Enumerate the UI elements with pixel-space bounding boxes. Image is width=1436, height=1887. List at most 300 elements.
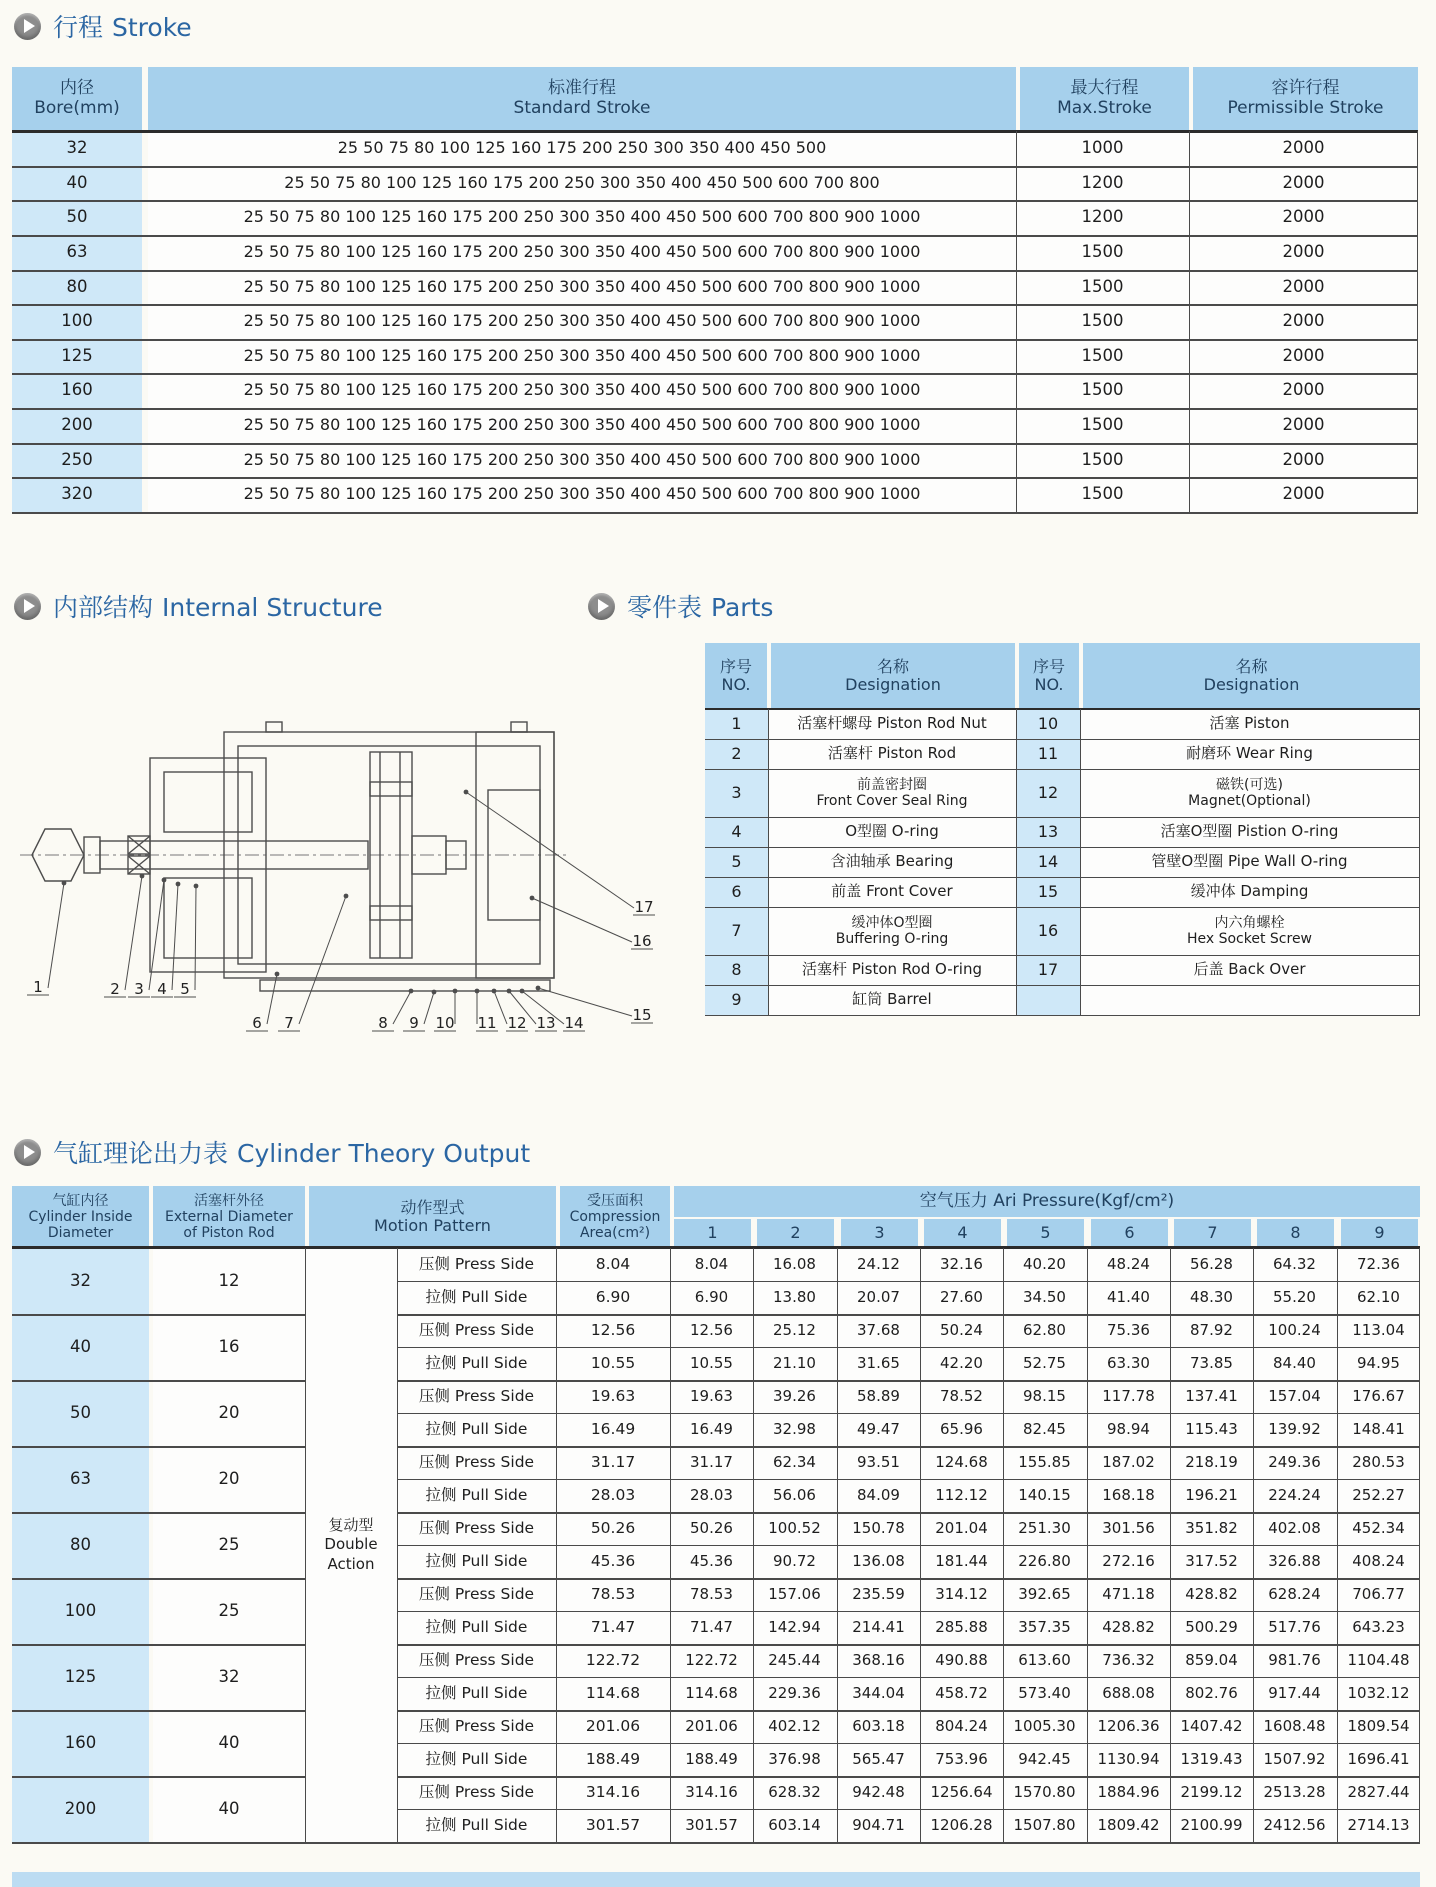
output-value-cell-line: 150.78 [852, 1518, 905, 1537]
part-no-cell [1016, 877, 1080, 907]
diagram-callouts [27, 790, 655, 1032]
part-no-cell [1016, 955, 1080, 985]
max-stroke-cell-line: 1200 [1081, 172, 1124, 192]
part-name-cell [768, 907, 1016, 955]
header-motion-pattern-line: 动作型式 [400, 1197, 465, 1217]
output-value-cell-line: 1130.94 [1097, 1749, 1160, 1768]
header-pressure-col-line: 2 [790, 1223, 801, 1243]
callout-number: 13 [536, 1014, 556, 1032]
output-value-cell [670, 1743, 753, 1776]
output-value-cell [1003, 1479, 1086, 1512]
part-no-cell [705, 847, 768, 877]
max-stroke-cell-line: 1500 [1081, 380, 1124, 400]
bore-cell-line: 50 [70, 1402, 91, 1422]
compression-area-cell [556, 1380, 670, 1413]
output-value-cell-line: 94.95 [1357, 1353, 1400, 1372]
rod-diameter-cell [153, 1314, 305, 1380]
bore-cell [12, 1512, 149, 1578]
output-value-cell-line: 113.04 [1352, 1320, 1405, 1339]
press-side-label-cell-line: 压侧 Press Side [418, 1386, 535, 1405]
pull-side-label-cell-line: 拉侧 Pull Side [425, 1683, 528, 1702]
row-divider [12, 477, 1418, 479]
output-value-cell [1170, 1347, 1253, 1380]
header-designation [1083, 643, 1420, 709]
output-value-cell [837, 1446, 920, 1479]
rod-diameter-cell-line: 25 [218, 1534, 240, 1554]
row-divider [705, 739, 1420, 740]
part-name-cell-line: 前盖密封圈 [857, 776, 927, 793]
bore-cell [12, 443, 142, 477]
max-stroke-cell [1016, 166, 1189, 200]
permissible-stroke-cell [1189, 443, 1418, 477]
max-stroke-cell-line: 1500 [1081, 311, 1124, 331]
header-pressure-col-line: 3 [874, 1223, 885, 1243]
callout-leader-line [466, 792, 634, 908]
output-value-cell-line: 56.28 [1190, 1254, 1233, 1273]
press-pull-divider [397, 1677, 1420, 1678]
internal-structure-diagram [14, 640, 674, 1050]
header-cylinder-inside-diameter-line: 气缸内径 [52, 1192, 109, 1209]
output-value-cell-line: 1570.80 [1013, 1782, 1076, 1801]
max-stroke-cell-line: 1000 [1081, 138, 1124, 158]
compression-area-cell [556, 1578, 670, 1611]
output-value-cell [1337, 1578, 1420, 1611]
permissible-stroke-cell [1189, 477, 1418, 512]
output-value-cell-line: 252.27 [1352, 1485, 1405, 1504]
output-value-cell [1253, 1710, 1336, 1743]
header-no-line: 序号 [719, 656, 752, 676]
output-value-cell-line: 428.82 [1102, 1617, 1155, 1636]
output-value-cell-line: 34.50 [1023, 1287, 1066, 1306]
compression-area-cell [556, 1809, 670, 1842]
output-value-cell-line: 176.67 [1352, 1386, 1405, 1405]
compression-area-cell-line: 45.36 [590, 1551, 636, 1570]
press-pull-divider [397, 1611, 1420, 1612]
output-value-cell [753, 1611, 836, 1644]
output-value-cell [1253, 1446, 1336, 1479]
callout-target-dot [453, 989, 458, 994]
output-value-cell [920, 1380, 1003, 1413]
output-value-cell-line: 181.44 [935, 1551, 988, 1570]
part-no-cell [1016, 907, 1080, 955]
output-value-cell [920, 1479, 1003, 1512]
motion-double-action-cell-line: 复动型 [328, 1515, 374, 1534]
callout-number: 6 [252, 1014, 262, 1032]
bore-cell-line: 100 [61, 311, 93, 331]
part-name-cell-line: Hex Socket Screw [1186, 931, 1313, 947]
compression-area-cell-line: 314.16 [585, 1782, 641, 1801]
bore-cell-line: 32 [70, 1270, 91, 1290]
row-divider [12, 270, 1418, 272]
output-value-cell [837, 1743, 920, 1776]
column-divider [1170, 1248, 1171, 1842]
header-pressure-col [674, 1219, 751, 1248]
column-divider [753, 1248, 754, 1842]
header-bore-line: Bore(mm) [34, 98, 120, 118]
output-value-cell [920, 1281, 1003, 1314]
column-divider [305, 1248, 306, 1842]
output-value-cell-line: 87.92 [1190, 1320, 1233, 1339]
output-value-cell [920, 1512, 1003, 1545]
output-value-cell-line: 859.04 [1185, 1650, 1238, 1669]
motion-double-action-cell [306, 1248, 396, 1842]
row-divider [12, 443, 1418, 445]
output-value-cell [1170, 1479, 1253, 1512]
part-no-cell-line: 13 [1037, 821, 1059, 841]
standard-stroke-cell-line: 25 50 75 80 100 125 160 175 200 250 300 350 400 450 500 600 700 800 [284, 172, 880, 192]
output-value-cell [837, 1413, 920, 1446]
standard-stroke-cell [148, 304, 1016, 339]
part-no-cell-line: 11 [1037, 743, 1059, 763]
output-value-cell-line: 50.26 [690, 1518, 733, 1537]
play-icon [14, 1139, 41, 1166]
stroke-title-zh: 行程 [53, 13, 104, 42]
output-value-cell [1003, 1512, 1086, 1545]
output-value-cell [920, 1413, 1003, 1446]
output-value-cell-line: 157.04 [1268, 1386, 1321, 1405]
output-value-cell-line: 326.88 [1268, 1551, 1321, 1570]
output-value-cell-line: 285.88 [935, 1617, 988, 1636]
output-value-cell-line: 802.76 [1185, 1683, 1238, 1702]
compression-area-cell [556, 1314, 670, 1347]
header-air-pressure-line: 空气压力 Ari Pressure(Kgf/cm²) [919, 1190, 1175, 1211]
output-value-cell [670, 1281, 753, 1314]
header-standard-stroke [148, 67, 1016, 131]
standard-stroke-cell [148, 477, 1016, 512]
header-pressure-col-line: 5 [1040, 1223, 1051, 1243]
output-value-cell-line: 41.40 [1107, 1287, 1150, 1306]
output-value-cell-line: 603.18 [852, 1716, 905, 1735]
bore-cell-line: 50 [66, 207, 88, 227]
part-no-cell-line: 5 [731, 851, 742, 871]
output-value-cell-line: 56.06 [773, 1485, 816, 1504]
compression-area-cell [556, 1446, 670, 1479]
output-value-cell-line: 65.96 [940, 1419, 983, 1438]
output-value-cell [1003, 1413, 1086, 1446]
callout-number: 16 [632, 932, 652, 950]
compression-area-cell [556, 1776, 670, 1809]
output-value-cell [670, 1644, 753, 1677]
bore-cell [12, 1314, 149, 1380]
output-value-cell [670, 1776, 753, 1809]
output-value-cell-line: 2100.99 [1180, 1815, 1243, 1834]
output-value-cell [1337, 1512, 1420, 1545]
permissible-stroke-cell [1189, 270, 1418, 304]
rod-diameter-cell [153, 1512, 305, 1578]
part-no-cell [1016, 817, 1080, 847]
output-title-en: Cylinder Theory Output [237, 1139, 531, 1168]
output-value-cell [1003, 1776, 1086, 1809]
output-value-cell [670, 1545, 753, 1578]
column-divider [1003, 1248, 1004, 1842]
output-value-cell-line: 981.76 [1268, 1650, 1321, 1669]
press-side-label-cell [397, 1446, 556, 1479]
column-divider [837, 1248, 838, 1842]
part-name-cell-line: Buffering O-ring [835, 931, 949, 947]
output-value-cell-line: 706.77 [1352, 1584, 1405, 1603]
output-value-cell [1337, 1677, 1420, 1710]
output-value-cell [920, 1611, 1003, 1644]
part-name-cell-line: 前盖 Front Cover [831, 882, 953, 901]
part-name-cell [1080, 709, 1419, 739]
part-no-cell-line: 17 [1037, 959, 1059, 979]
callout-target-dot [475, 989, 480, 994]
header-cylinder-inside-diameter-line: Cylinder Inside [28, 1208, 133, 1225]
output-value-cell-line: 37.68 [857, 1320, 900, 1339]
callout-target-dot [530, 896, 535, 901]
header-designation-line: Designation [1203, 675, 1300, 694]
output-value-cell-line: 139.92 [1268, 1419, 1321, 1438]
output-value-cell [753, 1248, 836, 1281]
callout-leader-line [149, 880, 164, 990]
callout-leader-line [48, 883, 64, 988]
group-divider [397, 1380, 1420, 1382]
column-divider [1016, 131, 1017, 512]
row-divider [12, 408, 1418, 410]
header-pressure-col-line: 6 [1124, 1223, 1135, 1243]
row-divider [12, 373, 1418, 375]
output-value-cell [837, 1248, 920, 1281]
output-value-cell-line: 603.14 [768, 1815, 821, 1834]
standard-stroke-cell [148, 373, 1016, 408]
output-value-cell-line: 1256.64 [930, 1782, 993, 1801]
output-value-cell-line: 408.24 [1352, 1551, 1405, 1570]
rod-diameter-cell-line: 25 [218, 1600, 240, 1620]
output-value-cell-line: 224.24 [1268, 1485, 1321, 1504]
callout-number: 11 [477, 1014, 497, 1032]
output-value-cell [1253, 1248, 1336, 1281]
part-name-cell [1080, 877, 1419, 907]
press-pull-divider [397, 1347, 1420, 1348]
output-value-cell [1087, 1479, 1170, 1512]
press-pull-divider [397, 1545, 1420, 1546]
output-value-cell-line: 45.36 [690, 1551, 733, 1570]
part-no-cell-line: 4 [731, 821, 742, 841]
column-divider [1087, 1248, 1088, 1842]
output-value-cell [1003, 1677, 1086, 1710]
rod-diameter-cell [153, 1380, 305, 1446]
bore-cell-line: 40 [70, 1336, 91, 1356]
section-title-text [627, 588, 773, 624]
callout-target-dot [536, 986, 541, 991]
output-value-cell-line: 58.89 [857, 1386, 900, 1405]
callout-number: 7 [284, 1014, 294, 1032]
header-external-diameter [153, 1186, 305, 1248]
output-value-cell-line: 280.53 [1352, 1452, 1405, 1471]
output-value-cell-line: 28.03 [690, 1485, 733, 1504]
output-value-cell [753, 1809, 836, 1842]
output-value-cell [1253, 1479, 1336, 1512]
compression-area-cell-line: 301.57 [585, 1815, 641, 1834]
header-compression-area-line: Compression [569, 1208, 661, 1225]
group-divider [12, 1314, 305, 1316]
compression-area-cell [556, 1512, 670, 1545]
standard-stroke-cell-line: 25 50 75 80 100 125 160 175 200 250 300 350 400 450 500 600 700 800 900 1000 [243, 276, 921, 296]
output-value-cell-line: 251.30 [1018, 1518, 1071, 1537]
max-stroke-cell [1016, 408, 1189, 443]
section-title-text [53, 1134, 530, 1170]
callout-target-dot [492, 989, 497, 994]
output-value-cell [670, 1677, 753, 1710]
callout-number: 12 [507, 1014, 527, 1032]
output-value-cell-line: 201.06 [685, 1716, 738, 1735]
output-value-cell-line: 314.16 [685, 1782, 738, 1801]
header-divider [12, 130, 1418, 133]
header-no-line: NO. [1034, 675, 1064, 694]
output-value-cell-line: 100.52 [768, 1518, 821, 1537]
output-value-cell-line: 1507.92 [1263, 1749, 1326, 1768]
standard-stroke-cell-line: 25 50 75 80 100 125 160 175 200 250 300 350 400 450 500 600 700 800 900 1000 [243, 207, 921, 227]
part-name-cell-line: 活塞杆 Piston Rod [827, 744, 957, 763]
output-value-cell [1170, 1776, 1253, 1809]
bore-cell [12, 408, 142, 443]
part-name-cell [1080, 907, 1419, 955]
output-value-cell [753, 1677, 836, 1710]
header-no [705, 643, 767, 709]
output-value-cell-line: 55.20 [1273, 1287, 1316, 1306]
pull-side-label-cell-line: 拉侧 Pull Side [425, 1287, 528, 1306]
output-value-cell-line: 155.85 [1018, 1452, 1071, 1471]
group-divider [397, 1446, 1420, 1448]
output-value-cell [670, 1710, 753, 1743]
header-compression-area [560, 1186, 670, 1248]
row-divider [12, 235, 1418, 237]
output-value-cell [837, 1611, 920, 1644]
part-name-cell [1080, 739, 1419, 769]
output-value-cell [920, 1743, 1003, 1776]
bore-cell [12, 270, 142, 304]
output-value-cell [1337, 1611, 1420, 1644]
press-side-label-cell [397, 1314, 556, 1347]
output-value-cell-line: 82.45 [1023, 1419, 1066, 1438]
output-title-zh: 气缸理论出力表 [53, 1139, 229, 1168]
part-name-cell [1080, 769, 1419, 817]
compression-area-cell-line: 122.72 [585, 1650, 641, 1669]
play-icon [588, 593, 615, 620]
press-side-label-cell-line: 压侧 Press Side [418, 1650, 535, 1669]
output-value-cell [920, 1776, 1003, 1809]
output-value-cell-line: 942.45 [1018, 1749, 1071, 1768]
compression-area-cell-line: 31.17 [590, 1452, 636, 1471]
output-value-cell [837, 1776, 920, 1809]
row-divider [705, 847, 1420, 848]
output-value-cell-line: 21.10 [773, 1353, 816, 1372]
column-divider [1253, 1248, 1254, 1842]
output-value-cell [837, 1677, 920, 1710]
output-value-cell-line: 490.88 [935, 1650, 988, 1669]
standard-stroke-cell-line: 25 50 75 80 100 125 160 175 200 250 300 350 400 450 500 600 700 800 900 1000 [243, 380, 921, 400]
output-value-cell-line: 2827.44 [1347, 1782, 1410, 1801]
callout-number: 8 [378, 1014, 388, 1032]
rod-diameter-cell-line: 40 [218, 1798, 240, 1818]
part-name-cell-line: 活塞杆螺母 Piston Rod Nut [797, 714, 987, 733]
cylinder-cross-section [32, 722, 554, 991]
header-bore-line: 内径 [60, 78, 94, 99]
output-value-cell-line: 24.12 [857, 1254, 900, 1273]
output-value-cell-line: 39.26 [773, 1386, 816, 1405]
parts-title-zh: 零件表 [627, 593, 703, 622]
pull-side-label-cell-line: 拉侧 Pull Side [425, 1551, 528, 1570]
output-value-cell-line: 13.80 [773, 1287, 816, 1306]
column-divider [1080, 709, 1081, 1015]
permissible-stroke-cell-line: 2000 [1282, 207, 1325, 227]
standard-stroke-cell-line: 25 50 75 80 100 125 160 175 200 250 300 350 400 450 500 600 700 800 900 1000 [243, 415, 921, 435]
press-side-label-cell [397, 1512, 556, 1545]
output-value-cell [920, 1446, 1003, 1479]
pull-side-label-cell-line: 拉侧 Pull Side [425, 1353, 528, 1372]
output-value-cell [1337, 1809, 1420, 1842]
internal-structure-section-title [14, 588, 383, 624]
output-value-cell [1170, 1644, 1253, 1677]
output-value-cell-line: 48.30 [1190, 1287, 1233, 1306]
press-side-label-cell [397, 1248, 556, 1281]
part-name-cell-line: 活塞O型圈 Pistion O-ring [1160, 822, 1339, 841]
output-value-cell-line: 148.41 [1352, 1419, 1405, 1438]
part-name-cell-line: 活塞杆 Piston Rod O-ring [801, 960, 982, 979]
internal-title-zh: 内部结构 [53, 593, 154, 622]
compression-area-cell [556, 1248, 670, 1281]
part-no-cell [1016, 769, 1080, 817]
permissible-stroke-cell-line: 2000 [1282, 415, 1325, 435]
bore-cell [12, 1644, 149, 1710]
output-value-cell [1253, 1644, 1336, 1677]
output-value-cell-line: 100.24 [1268, 1320, 1321, 1339]
output-value-cell-line: 117.78 [1102, 1386, 1155, 1405]
output-value-cell [1170, 1710, 1253, 1743]
output-value-cell-line: 71.47 [690, 1617, 733, 1636]
output-value-cell [670, 1314, 753, 1347]
header-divider [12, 1246, 1420, 1249]
output-value-cell-line: 1319.43 [1180, 1749, 1243, 1768]
compression-area-cell-line: 188.49 [585, 1749, 641, 1768]
output-value-cell-line: 565.47 [852, 1749, 905, 1768]
output-value-cell [837, 1809, 920, 1842]
output-value-cell [1087, 1776, 1170, 1809]
pull-side-label-cell [397, 1809, 556, 1842]
output-value-cell-line: 301.56 [1102, 1518, 1155, 1537]
column-divider [768, 709, 769, 1015]
pull-side-label-cell [397, 1545, 556, 1578]
part-no-cell [1016, 739, 1080, 769]
output-value-cell [753, 1479, 836, 1512]
header-pressure-col-line: 4 [957, 1223, 968, 1243]
motion-double-action-cell-line: Action [327, 1554, 375, 1573]
output-value-cell [1337, 1413, 1420, 1446]
pull-side-label-cell [397, 1611, 556, 1644]
standard-stroke-cell [148, 339, 1016, 373]
part-name-cell [1080, 817, 1419, 847]
output-value-cell [1087, 1644, 1170, 1677]
max-stroke-cell [1016, 131, 1189, 166]
output-value-cell-line: 63.30 [1107, 1353, 1150, 1372]
permissible-stroke-cell [1189, 304, 1418, 339]
permissible-stroke-cell-line: 2000 [1282, 242, 1325, 262]
part-no-cell-line: 6 [731, 881, 742, 901]
output-value-cell-line: 62.80 [1023, 1320, 1066, 1339]
output-value-cell [1253, 1545, 1336, 1578]
part-name-cell [768, 877, 1016, 907]
output-value-cell-line: 90.72 [773, 1551, 816, 1570]
part-name-cell-line: 缓冲体 Damping [1190, 882, 1309, 901]
part-name-cell [768, 847, 1016, 877]
bore-cell-line: 125 [64, 1666, 97, 1686]
standard-stroke-cell [148, 166, 1016, 200]
output-value-cell [1087, 1248, 1170, 1281]
output-value-cell-line: 452.34 [1352, 1518, 1405, 1537]
output-value-cell-line: 201.04 [935, 1518, 988, 1537]
output-value-cell [670, 1479, 753, 1512]
part-no-cell-line: 8 [731, 959, 742, 979]
